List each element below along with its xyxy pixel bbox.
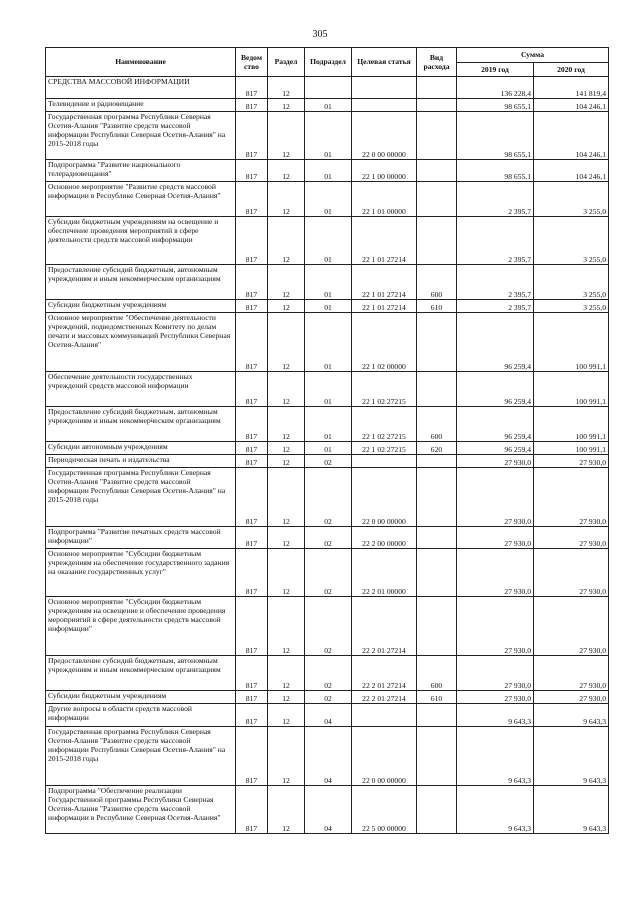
row-name: Предоставление субсидий бюджетным, автономным учреждениям и иным некоммерческим организациям bbox=[46, 656, 236, 691]
row-sum-2019: 98 655,1 bbox=[457, 112, 534, 160]
row-target: 22 0 00 00000 bbox=[352, 468, 417, 527]
row-name: Основное мероприятие "Субсидии бюджетным учреждениям на обеспечение государственного задания на оказание государственных услуг" bbox=[46, 549, 236, 597]
row-expense-type bbox=[417, 160, 457, 182]
row-sum-2020: 104 246,1 bbox=[534, 160, 609, 182]
row-expense-type bbox=[417, 217, 457, 265]
row-ministry: 817 bbox=[236, 468, 268, 527]
row-ministry: 817 bbox=[236, 691, 268, 704]
row-expense-type: 600 bbox=[417, 656, 457, 691]
row-ministry: 817 bbox=[236, 217, 268, 265]
row-name: Периодическая печать и издательства bbox=[46, 455, 236, 468]
row-subsection: 01 bbox=[305, 182, 352, 217]
row-subsection: 04 bbox=[305, 786, 352, 834]
row-section: 12 bbox=[268, 217, 305, 265]
header-name: Наименование bbox=[46, 48, 236, 77]
row-name: Субсидии бюджетным учреждениям bbox=[46, 691, 236, 704]
row-sum-2020: 3 255,0 bbox=[534, 265, 609, 300]
row-subsection: 02 bbox=[305, 527, 352, 549]
row-section: 12 bbox=[268, 407, 305, 442]
table-row bbox=[46, 691, 609, 704]
row-expense-type bbox=[417, 786, 457, 834]
row-section: 12 bbox=[268, 77, 305, 99]
row-expense-type bbox=[417, 313, 457, 372]
row-sum-2019: 98 655,1 bbox=[457, 99, 534, 112]
budget-table bbox=[45, 47, 609, 834]
row-sum-2019: 9 643,3 bbox=[457, 704, 534, 727]
table-row bbox=[46, 372, 609, 407]
row-ministry: 817 bbox=[236, 455, 268, 468]
row-ministry: 817 bbox=[236, 656, 268, 691]
row-sum-2019: 9 643,3 bbox=[457, 786, 534, 834]
row-target: 22 0 00 00000 bbox=[352, 112, 417, 160]
table-row bbox=[46, 442, 609, 455]
row-name: Подпрограмма "Развитие национального телерадиовещания" bbox=[46, 160, 236, 182]
row-name: Основное мероприятие "Субсидии бюджетным учреждениям на освещение и обеспечение проведения мероприятий в сфере деятельности средств массовой информации" bbox=[46, 597, 236, 656]
row-ministry: 817 bbox=[236, 300, 268, 313]
row-expense-type bbox=[417, 182, 457, 217]
row-expense-type: 600 bbox=[417, 265, 457, 300]
row-sum-2020: 9 643,3 bbox=[534, 727, 609, 786]
table-row bbox=[46, 549, 609, 597]
row-sum-2019: 27 930,0 bbox=[457, 691, 534, 704]
row-sum-2019: 2 395,7 bbox=[457, 265, 534, 300]
row-sum-2019: 27 930,0 bbox=[457, 527, 534, 549]
row-target: 22 1 02 27215 bbox=[352, 442, 417, 455]
row-expense-type bbox=[417, 597, 457, 656]
row-name: Другие вопросы в области средств массовой информации bbox=[46, 704, 236, 727]
row-name: Государственная программа Республики Северная Осетия-Алания "Развитие средств массовой информации Республики Северная Осетия-Алания" на 2015-2018 годы bbox=[46, 112, 236, 160]
row-sum-2020: 100 991,1 bbox=[534, 407, 609, 442]
row-sum-2019: 96 259,4 bbox=[457, 407, 534, 442]
row-ministry: 817 bbox=[236, 372, 268, 407]
row-ministry: 817 bbox=[236, 112, 268, 160]
row-sum-2019: 96 259,4 bbox=[457, 313, 534, 372]
row-ministry: 817 bbox=[236, 407, 268, 442]
row-sum-2020: 100 991,1 bbox=[534, 372, 609, 407]
row-section: 12 bbox=[268, 468, 305, 527]
header-2020: 2020 год bbox=[534, 63, 609, 77]
row-ministry: 817 bbox=[236, 160, 268, 182]
row-ministry: 817 bbox=[236, 313, 268, 372]
row-target: 22 0 00 00000 bbox=[352, 727, 417, 786]
row-section: 12 bbox=[268, 691, 305, 704]
row-target: 22 1 01 27214 bbox=[352, 265, 417, 300]
row-sum-2019: 2 395,7 bbox=[457, 182, 534, 217]
row-sum-2019: 27 930,0 bbox=[457, 455, 534, 468]
row-sum-2019: 27 930,0 bbox=[457, 468, 534, 527]
table-row bbox=[46, 407, 609, 442]
row-sum-2019: 98 655,1 bbox=[457, 160, 534, 182]
header-subsection: Подраздел bbox=[305, 48, 352, 77]
row-sum-2019: 27 930,0 bbox=[457, 549, 534, 597]
row-subsection bbox=[305, 77, 352, 99]
row-subsection: 02 bbox=[305, 597, 352, 656]
row-sum-2019: 96 259,4 bbox=[457, 442, 534, 455]
row-subsection: 02 bbox=[305, 455, 352, 468]
row-ministry: 817 bbox=[236, 442, 268, 455]
row-expense-type: 620 bbox=[417, 442, 457, 455]
row-target: 22 1 01 00000 bbox=[352, 182, 417, 217]
row-expense-type bbox=[417, 704, 457, 727]
header-ministry: Ведом ство bbox=[236, 48, 268, 77]
header-expense-type: Вид расхода bbox=[417, 48, 457, 77]
row-expense-type bbox=[417, 372, 457, 407]
row-section: 12 bbox=[268, 549, 305, 597]
row-subsection: 02 bbox=[305, 468, 352, 527]
row-target: 22 5 00 00000 bbox=[352, 786, 417, 834]
row-sum-2020: 27 930,0 bbox=[534, 549, 609, 597]
row-section: 12 bbox=[268, 182, 305, 217]
row-sum-2020: 104 246,1 bbox=[534, 99, 609, 112]
row-subsection: 04 bbox=[305, 727, 352, 786]
row-expense-type bbox=[417, 549, 457, 597]
row-sum-2019: 96 259,4 bbox=[457, 372, 534, 407]
row-sum-2020: 27 930,0 bbox=[534, 656, 609, 691]
row-name: Телевидение и радиовещание bbox=[46, 99, 236, 112]
row-ministry: 817 bbox=[236, 527, 268, 549]
row-target: 22 1 01 27214 bbox=[352, 217, 417, 265]
row-expense-type bbox=[417, 468, 457, 527]
table-row bbox=[46, 217, 609, 265]
row-sum-2020: 3 255,0 bbox=[534, 217, 609, 265]
row-target bbox=[352, 99, 417, 112]
table-row bbox=[46, 265, 609, 300]
row-sum-2020: 104 246,1 bbox=[534, 112, 609, 160]
table-row bbox=[46, 99, 609, 112]
row-section: 12 bbox=[268, 656, 305, 691]
row-section: 12 bbox=[268, 597, 305, 656]
row-sum-2020: 100 991,1 bbox=[534, 313, 609, 372]
row-section: 12 bbox=[268, 704, 305, 727]
table-row bbox=[46, 112, 609, 160]
row-section: 12 bbox=[268, 442, 305, 455]
row-name: Субсидии бюджетным учреждениям на освещение и обеспечение проведения мероприятий в сфере деятельности средств массовой информации bbox=[46, 217, 236, 265]
row-subsection: 01 bbox=[305, 407, 352, 442]
row-name: Государственная программа Республики Северная Осетия-Алания "Развитие средств массовой информации Республики Северная Осетия-Алания" на 2015-2018 годы bbox=[46, 727, 236, 786]
row-target bbox=[352, 77, 417, 99]
table-row bbox=[46, 786, 609, 834]
row-name: Основное мероприятие "Обеспечение деятельности учреждений, подведомственных Комитету по делам печати и массовых коммуникаций Республики Северная Осетия-Алания" bbox=[46, 313, 236, 372]
row-sum-2020: 100 991,1 bbox=[534, 442, 609, 455]
table-row bbox=[46, 727, 609, 786]
row-sum-2020: 27 930,0 bbox=[534, 468, 609, 527]
row-name: Обеспечение деятельности государственных учреждений средств массовой информации bbox=[46, 372, 236, 407]
row-target: 22 1 02 27215 bbox=[352, 372, 417, 407]
row-sum-2019: 136 228,4 bbox=[457, 77, 534, 99]
row-subsection: 01 bbox=[305, 265, 352, 300]
row-ministry: 817 bbox=[236, 77, 268, 99]
table-row bbox=[46, 300, 609, 313]
row-ministry: 817 bbox=[236, 727, 268, 786]
row-name: Государственная программа Республики Северная Осетия-Алания "Развитие средств массовой информации Республики Северная Осетия-Алания" на 2015-2018 годы bbox=[46, 468, 236, 527]
row-name: Подпрограмма "Обеспечение реализации Государственной программы Республики Северная Осетия-Алания "Развитие средств массовой информации в Республике Северная Осетия-Алания" bbox=[46, 786, 236, 834]
page-number: 305 bbox=[312, 29, 328, 40]
row-section: 12 bbox=[268, 455, 305, 468]
row-target bbox=[352, 455, 417, 468]
row-ministry: 817 bbox=[236, 265, 268, 300]
row-subsection: 01 bbox=[305, 99, 352, 112]
row-ministry: 817 bbox=[236, 597, 268, 656]
table-row bbox=[46, 455, 609, 468]
table-row bbox=[46, 468, 609, 527]
row-section: 12 bbox=[268, 160, 305, 182]
row-target: 22 2 01 27214 bbox=[352, 597, 417, 656]
row-name: Основное мероприятие "Развитие средств массовой информации в Республике Северная Осетия-Алания" bbox=[46, 182, 236, 217]
table-row bbox=[46, 313, 609, 372]
row-target: 22 2 00 00000 bbox=[352, 527, 417, 549]
row-section: 12 bbox=[268, 99, 305, 112]
row-subsection: 01 bbox=[305, 313, 352, 372]
row-expense-type: 600 bbox=[417, 407, 457, 442]
row-ministry: 817 bbox=[236, 704, 268, 727]
row-subsection: 01 bbox=[305, 442, 352, 455]
header-target: Целевая статья bbox=[352, 48, 417, 77]
row-expense-type bbox=[417, 727, 457, 786]
row-section: 12 bbox=[268, 112, 305, 160]
row-name: СРЕДСТВА МАССОВОЙ ИНФОРМАЦИИ bbox=[46, 77, 236, 99]
row-ministry: 817 bbox=[236, 786, 268, 834]
row-ministry: 817 bbox=[236, 99, 268, 112]
table-row bbox=[46, 160, 609, 182]
row-name: Предоставление субсидий бюджетным, автономным учреждениям и иным некоммерческим организациям bbox=[46, 265, 236, 300]
row-expense-type bbox=[417, 455, 457, 468]
row-sum-2019: 27 930,0 bbox=[457, 656, 534, 691]
table-row bbox=[46, 704, 609, 727]
row-ministry: 817 bbox=[236, 182, 268, 217]
row-expense-type: 610 bbox=[417, 300, 457, 313]
row-section: 12 bbox=[268, 265, 305, 300]
table-row bbox=[46, 597, 609, 656]
row-expense-type: 610 bbox=[417, 691, 457, 704]
row-expense-type bbox=[417, 77, 457, 99]
row-subsection: 01 bbox=[305, 300, 352, 313]
row-sum-2020: 27 930,0 bbox=[534, 455, 609, 468]
row-sum-2020: 141 819,4 bbox=[534, 77, 609, 99]
row-subsection: 01 bbox=[305, 372, 352, 407]
row-sum-2020: 27 930,0 bbox=[534, 597, 609, 656]
table-row bbox=[46, 527, 609, 549]
row-subsection: 01 bbox=[305, 160, 352, 182]
row-sum-2019: 27 930,0 bbox=[457, 597, 534, 656]
row-subsection: 02 bbox=[305, 691, 352, 704]
row-target: 22 1 02 00000 bbox=[352, 313, 417, 372]
row-target: 22 2 01 00000 bbox=[352, 549, 417, 597]
row-subsection: 01 bbox=[305, 112, 352, 160]
row-sum-2020: 27 930,0 bbox=[534, 691, 609, 704]
row-subsection: 02 bbox=[305, 549, 352, 597]
header-section: Раздел bbox=[268, 48, 305, 77]
row-target bbox=[352, 704, 417, 727]
header-sum: Сумма bbox=[457, 48, 609, 63]
header-2019: 2019 год bbox=[457, 63, 534, 77]
row-sum-2020: 3 255,0 bbox=[534, 300, 609, 313]
row-sum-2019: 2 395,7 bbox=[457, 217, 534, 265]
row-expense-type bbox=[417, 112, 457, 160]
row-section: 12 bbox=[268, 727, 305, 786]
row-target: 22 1 01 27214 bbox=[352, 300, 417, 313]
row-section: 12 bbox=[268, 313, 305, 372]
row-expense-type bbox=[417, 527, 457, 549]
row-name: Подпрограмма "Развитие печатных средств массовой информации" bbox=[46, 527, 236, 549]
row-target: 22 1 00 00000 bbox=[352, 160, 417, 182]
row-sum-2020: 27 930,0 bbox=[534, 527, 609, 549]
table-row bbox=[46, 182, 609, 217]
row-target: 22 2 01 27214 bbox=[352, 656, 417, 691]
row-section: 12 bbox=[268, 527, 305, 549]
row-sum-2019: 9 643,3 bbox=[457, 727, 534, 786]
row-section: 12 bbox=[268, 372, 305, 407]
row-subsection: 01 bbox=[305, 217, 352, 265]
row-section: 12 bbox=[268, 786, 305, 834]
row-name: Субсидии автономным учреждениям bbox=[46, 442, 236, 455]
row-expense-type bbox=[417, 99, 457, 112]
header-row bbox=[46, 48, 609, 63]
row-ministry: 817 bbox=[236, 549, 268, 597]
table-row bbox=[46, 656, 609, 691]
row-target: 22 2 01 27214 bbox=[352, 691, 417, 704]
row-name: Предоставление субсидий бюджетным, автономным учреждениям и иным некоммерческим организациям bbox=[46, 407, 236, 442]
row-sum-2020: 9 643,3 bbox=[534, 704, 609, 727]
table-row bbox=[46, 77, 609, 99]
row-subsection: 02 bbox=[305, 656, 352, 691]
row-subsection: 04 bbox=[305, 704, 352, 727]
row-target: 22 1 02 27215 bbox=[352, 407, 417, 442]
row-sum-2019: 2 395,7 bbox=[457, 300, 534, 313]
row-section: 12 bbox=[268, 300, 305, 313]
row-sum-2020: 3 255,0 bbox=[534, 182, 609, 217]
row-name: Субсидии бюджетным учреждениям bbox=[46, 300, 236, 313]
row-sum-2020: 9 643,3 bbox=[534, 786, 609, 834]
